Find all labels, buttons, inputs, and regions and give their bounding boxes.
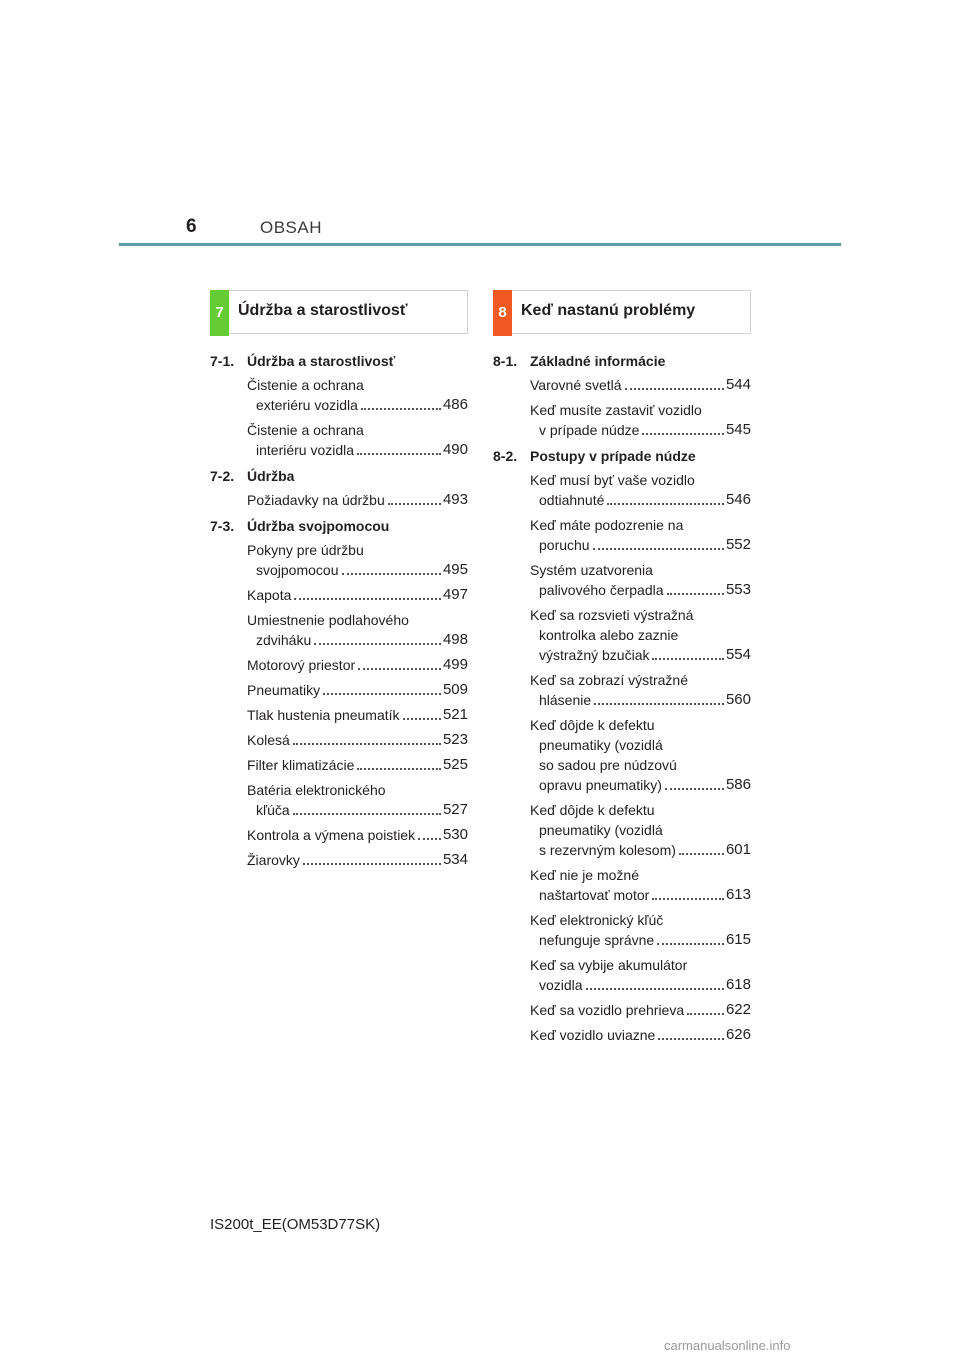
entry-text: exteriéru vozidla xyxy=(256,397,358,413)
toc-entry[interactable] xyxy=(247,375,468,415)
entry-line xyxy=(530,800,751,820)
entry-text: odtiahnuté xyxy=(539,492,605,508)
entry-group xyxy=(210,490,468,510)
entry-text: Keď sa rozsvieti výstražná xyxy=(530,607,694,623)
entry-text: Keď vozidlo uviazne xyxy=(530,1027,656,1043)
page-reference: 546 xyxy=(725,491,751,508)
page-reference: 534 xyxy=(442,851,468,868)
entry-text: Keď sa vozidlo prehrieva xyxy=(530,1002,685,1018)
entry-text: pneumatiky (vozidlá xyxy=(539,822,663,838)
dot-leader xyxy=(361,408,441,410)
subsection-number: 8-2. xyxy=(493,448,518,464)
entry-line xyxy=(247,375,468,395)
dot-leader xyxy=(652,658,723,660)
dot-leader xyxy=(607,503,724,505)
toc-entry[interactable] xyxy=(247,705,468,725)
page-reference: 618 xyxy=(725,976,751,993)
toc-entry[interactable] xyxy=(530,1000,751,1020)
entry-text: pneumatiky (vozidlá xyxy=(539,737,663,753)
entry-line xyxy=(247,800,468,820)
page-reference: 622 xyxy=(725,1001,751,1018)
page-reference: 525 xyxy=(442,756,468,773)
entry-line xyxy=(247,755,468,775)
entry-line xyxy=(247,680,468,700)
page-reference: 626 xyxy=(725,1026,751,1043)
page-reference: 615 xyxy=(725,931,751,948)
section-header-7[interactable] xyxy=(210,290,468,334)
dot-leader xyxy=(303,863,441,865)
page-reference: 544 xyxy=(725,376,751,393)
section-title-8: Keď nastanú problémy xyxy=(521,302,696,319)
subsection-title: Základné informácie xyxy=(530,353,666,369)
page-number: 6 xyxy=(186,216,197,237)
entry-line xyxy=(530,715,751,735)
entry-text: Keď dôjde k defektu xyxy=(530,802,655,818)
entry-group xyxy=(493,375,751,440)
page-reference: 498 xyxy=(442,631,468,648)
entry-line xyxy=(247,630,468,650)
entry-line xyxy=(530,515,751,535)
page-reference: 613 xyxy=(725,886,751,903)
page-reference: 553 xyxy=(725,581,751,598)
toc-entry[interactable] xyxy=(247,490,468,510)
entry-group xyxy=(493,470,751,1045)
entry-text: palivového čerpadla xyxy=(539,582,664,598)
left-column xyxy=(210,290,468,875)
entry-line xyxy=(247,730,468,750)
entry-text: Filter klimatizácie xyxy=(247,757,355,773)
page-reference: 586 xyxy=(725,776,751,793)
entry-text: Požiadavky na údržbu xyxy=(247,492,385,508)
entry-line xyxy=(530,470,751,490)
subsection-title: Údržba a starostlivosť xyxy=(247,353,396,369)
entry-text: Keď nie je možné xyxy=(530,867,639,883)
toc-list-left xyxy=(210,352,468,870)
entry-text: Keď musí byť vaše vozidlo xyxy=(530,472,695,488)
toc-entry[interactable] xyxy=(247,825,468,845)
entry-line xyxy=(530,670,751,690)
dot-leader xyxy=(358,668,441,670)
entry-text: Keď máte podozrenie na xyxy=(530,517,684,533)
toc-entry[interactable] xyxy=(530,800,751,860)
entry-text: naštartovať motor xyxy=(539,887,650,903)
entry-line xyxy=(530,605,751,625)
entry-line xyxy=(530,420,751,440)
entry-line xyxy=(247,705,468,725)
toc-entry[interactable] xyxy=(247,680,468,700)
entry-text: Kontrola a výmena poistiek xyxy=(247,827,416,843)
entry-line xyxy=(247,825,468,845)
page-header xyxy=(0,0,960,250)
entry-text: vozidla xyxy=(539,977,583,993)
right-column xyxy=(493,290,751,1050)
page-reference: 521 xyxy=(442,706,468,723)
dot-leader xyxy=(293,743,441,745)
dot-leader xyxy=(342,573,441,575)
entry-line xyxy=(530,1000,751,1020)
page-reference: 495 xyxy=(442,561,468,578)
entry-group xyxy=(210,540,468,870)
page-reference: 490 xyxy=(442,441,468,458)
entry-line xyxy=(247,610,468,630)
dot-leader xyxy=(667,593,724,595)
entry-line xyxy=(530,775,751,795)
page-reference: 554 xyxy=(725,646,751,663)
entry-line xyxy=(247,560,468,580)
toc-entry[interactable] xyxy=(247,540,468,580)
entry-line xyxy=(530,820,751,840)
entry-text: nefunguje správne xyxy=(539,932,655,948)
page-reference: 486 xyxy=(442,396,468,413)
entry-text: zdviháku xyxy=(256,632,312,648)
entry-text: Umiestnenie podlahového xyxy=(247,612,409,628)
entry-text: Čistenie a ochrana xyxy=(247,422,364,438)
toc-entry[interactable] xyxy=(530,670,751,710)
entry-line xyxy=(530,975,751,995)
page-reference: 552 xyxy=(725,536,751,553)
entry-line xyxy=(530,560,751,580)
entry-text: interiéru vozidla xyxy=(256,442,355,458)
subsection-title: Údržba xyxy=(247,468,295,484)
entry-text: opravu pneumatiky) xyxy=(539,777,662,793)
document-code: IS200t_EE(OM53D77SK) xyxy=(210,1216,381,1233)
dot-leader xyxy=(357,453,441,455)
entry-text: Batéria elektronického xyxy=(247,782,386,798)
page-reference: 509 xyxy=(442,681,468,698)
entry-line xyxy=(530,490,751,510)
entry-text: Keď elektronický kľúč xyxy=(530,912,664,928)
section-tab-7: 7 xyxy=(210,290,229,336)
toc-entry[interactable] xyxy=(247,850,468,870)
watermark: carmanualsonline.info xyxy=(664,1338,791,1353)
section-title-7: Údržba a starostlivosť xyxy=(238,302,408,319)
dot-leader xyxy=(294,598,441,600)
dot-leader xyxy=(658,1038,724,1040)
subsection-heading[interactable] xyxy=(493,447,751,466)
page-reference: 545 xyxy=(725,421,751,438)
section-tab-8: 8 xyxy=(493,290,512,336)
dot-leader xyxy=(594,703,724,705)
entry-line xyxy=(530,865,751,885)
toc-entry[interactable] xyxy=(530,470,751,510)
entry-line xyxy=(530,955,751,975)
dot-leader xyxy=(625,388,724,390)
entry-text: kľúča xyxy=(256,802,290,818)
page-reference: 523 xyxy=(442,731,468,748)
dot-leader xyxy=(679,853,724,855)
dot-leader xyxy=(665,788,724,790)
entry-text: svojpomocou xyxy=(256,562,339,578)
subsection-number: 7-3. xyxy=(210,518,235,534)
dot-leader xyxy=(652,898,724,900)
entry-line xyxy=(530,735,751,755)
page-reference: 530 xyxy=(442,826,468,843)
dot-leader xyxy=(388,503,441,505)
entry-text: Keď dôjde k defektu xyxy=(530,717,655,733)
entry-text: Žiarovky xyxy=(247,852,300,868)
toc-entry[interactable] xyxy=(247,755,468,775)
entry-line xyxy=(530,645,751,665)
entry-line xyxy=(530,625,751,645)
entry-line xyxy=(530,580,751,600)
toc-entry[interactable] xyxy=(530,955,751,995)
entry-text: Kapota xyxy=(247,587,292,603)
entry-text: Keď musíte zastaviť vozidlo xyxy=(530,402,702,418)
dot-leader xyxy=(687,1013,724,1015)
entry-text: Keď sa zobrazí výstražné xyxy=(530,672,689,688)
page-reference: 493 xyxy=(442,491,468,508)
entry-text: s rezervným kolesom) xyxy=(539,842,676,858)
subsection-heading[interactable] xyxy=(210,467,468,486)
entry-line xyxy=(247,420,468,440)
toc-entry[interactable] xyxy=(530,605,751,665)
toc-entry[interactable] xyxy=(247,585,468,605)
subsection-heading[interactable] xyxy=(210,352,468,371)
header-rule xyxy=(119,243,841,246)
dot-leader xyxy=(642,433,724,435)
toc-entry[interactable] xyxy=(530,515,751,555)
entry-line xyxy=(530,755,751,775)
dot-leader xyxy=(418,838,441,840)
toc-list-right xyxy=(493,352,751,1045)
entry-text: Motorový priestor xyxy=(247,657,356,673)
entry-text: hlásenie xyxy=(539,692,592,708)
entry-text: Kolesá xyxy=(247,732,290,748)
entry-text: poruchu xyxy=(539,537,590,553)
entry-line xyxy=(530,375,751,395)
dot-leader xyxy=(593,548,724,550)
dot-leader xyxy=(403,718,441,720)
toc-entry[interactable] xyxy=(530,715,751,795)
dot-leader xyxy=(293,813,441,815)
dot-leader xyxy=(357,768,441,770)
entry-text: Tlak hustenia pneumatík xyxy=(247,707,400,723)
subsection-number: 8-1. xyxy=(493,353,518,369)
toc-entry[interactable] xyxy=(247,730,468,750)
subsection-number: 7-1. xyxy=(210,353,235,369)
entry-line xyxy=(530,910,751,930)
entry-text: Keď sa vybije akumulátor xyxy=(530,957,688,973)
entry-line xyxy=(247,585,468,605)
entry-line xyxy=(530,840,751,860)
entry-text: výstražný bzučiak xyxy=(539,647,650,663)
toc-entry[interactable] xyxy=(530,865,751,905)
entry-text: so sadou pre núdzovú xyxy=(539,757,677,773)
entry-line xyxy=(247,395,468,415)
toc-entry[interactable] xyxy=(530,375,751,395)
entry-line xyxy=(530,690,751,710)
page-reference: 560 xyxy=(725,691,751,708)
toc-entry[interactable] xyxy=(530,400,751,440)
entry-text: v prípade núdze xyxy=(539,422,640,438)
section-header-8[interactable] xyxy=(493,290,751,334)
page-reference: 527 xyxy=(442,801,468,818)
subsection-number: 7-2. xyxy=(210,468,235,484)
entry-line xyxy=(530,400,751,420)
subsection-title: Postupy v prípade núdze xyxy=(530,448,696,464)
toc-entry[interactable] xyxy=(530,910,751,950)
page-reference: 499 xyxy=(442,656,468,673)
subsection-heading[interactable] xyxy=(493,352,751,371)
entry-line xyxy=(530,535,751,555)
entry-line xyxy=(247,540,468,560)
entry-text: Pneumatiky xyxy=(247,682,321,698)
entry-line xyxy=(530,885,751,905)
entry-line xyxy=(247,780,468,800)
dot-leader xyxy=(657,943,724,945)
toc-entry[interactable] xyxy=(247,610,468,650)
entry-line xyxy=(247,850,468,870)
entry-text: Systém uzatvorenia xyxy=(530,562,653,578)
entry-line xyxy=(247,490,468,510)
subsection-heading[interactable] xyxy=(210,517,468,536)
subsection-title: Údržba svojpomocou xyxy=(247,518,390,534)
dot-leader xyxy=(314,643,441,645)
entry-text: Varovné svetlá xyxy=(530,377,622,393)
toc-entry[interactable] xyxy=(247,655,468,675)
page-reference: 497 xyxy=(442,586,468,603)
dot-leader xyxy=(323,693,441,695)
toc-entry[interactable] xyxy=(530,560,751,600)
page-title: OBSAH xyxy=(260,218,323,237)
toc-entry[interactable] xyxy=(247,780,468,820)
entry-line xyxy=(247,655,468,675)
toc-entry[interactable] xyxy=(530,1025,751,1045)
entry-text: Čistenie a ochrana xyxy=(247,377,364,393)
entry-text: Pokyny pre údržbu xyxy=(247,542,364,558)
entry-line xyxy=(530,930,751,950)
dot-leader xyxy=(586,988,724,990)
page-reference: 601 xyxy=(725,841,751,858)
toc-entry[interactable] xyxy=(247,420,468,460)
entry-group xyxy=(210,375,468,460)
entry-line xyxy=(530,1025,751,1045)
entry-line xyxy=(247,440,468,460)
entry-text: kontrolka alebo zaznie xyxy=(539,627,679,643)
